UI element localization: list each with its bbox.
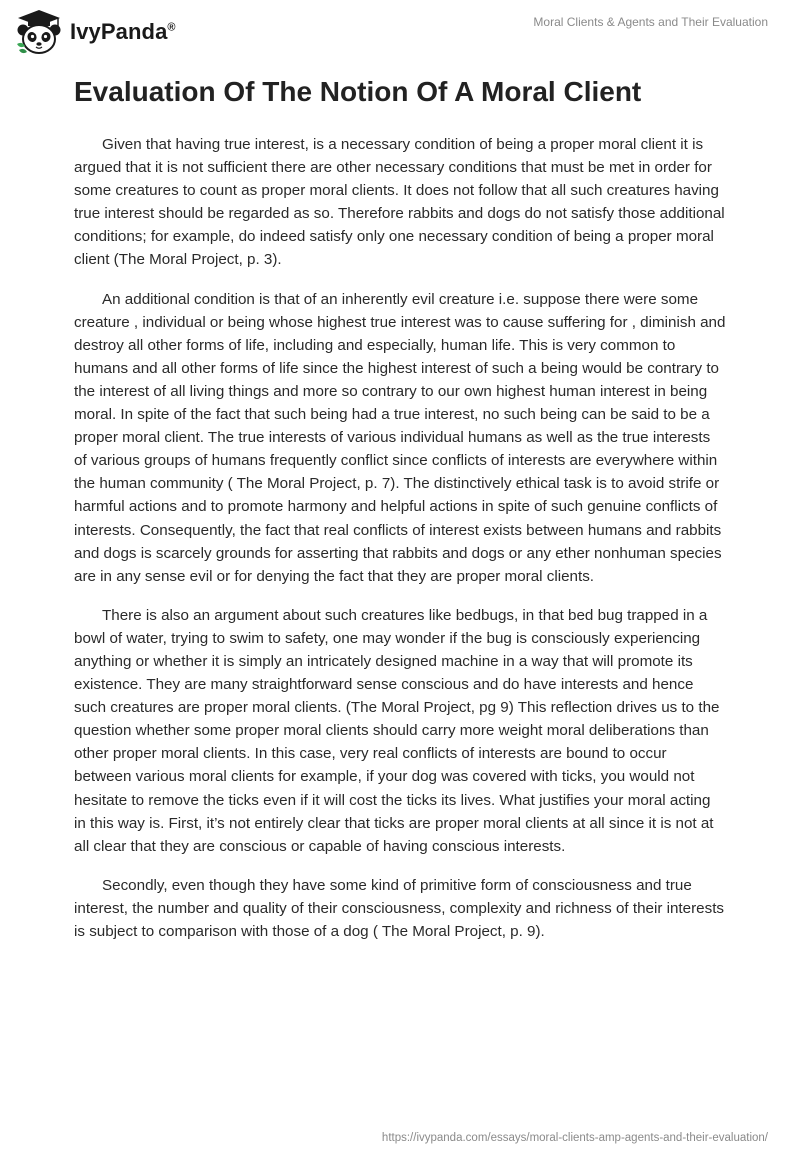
paragraph-1: Given that having true interest, is a necessary condition of being a proper moral client it is argued that it is not sufficient there are other necessary conditions that must be met in order for some creatures to count as proper moral clients. It does not follow that all such creatures having true interest should be regarded as so. Therefore rabbits and dogs do not satisfy those additional conditions; for example, do indeed satisfy only one necessary condition of being a proper moral client (The Moral Project, p. 3). [74,136,725,269]
article-body [74,133,726,959]
paragraph-2: An additional condition is that of an inherently evil creature i.e. suppose there were some creature , individual or being whose highest true interest was to cause suffering for , diminish and destroy all other forms of life, including and especially, human life. This is very common to humans and all other forms of life since the highest interest of such a being would be contrary to the interest of all living things and more so contrary to our own highest human interest in being moral. In spite of the fact that such being had a true interest, no such being can be said to be a proper moral client. The true interests of various individual humans as well as the true interests of various groups of humans frequently conflict since conflicts of interests are everywhere within the human community ( The Moral Project, p. 7). The distinctively ethical task is to avoid strife or harmful actions and to promote harmony and helpful actions in spite of such genuine conflicts of interests. Consequently, the fact that real conflicts of interest exists between humans and rabbits and dogs is scarcely grounds for asserting that rabbits and dogs or any ether nonhuman species are in any sense evil or for denying the fact that they are proper moral clients. [74,290,726,585]
paragraph-3: There is also an argument about such creatures like bedbugs, in that bed bug trapped in a bowl of water, trying to swim to safety, one may wonder if the bug is consciously experiencing anything or whether it is simply an intricately designed machine in a way that will promote its existence. They are many straightforward sense conscious and do have interests and hence such creatures are proper moral clients. (The Moral Project, pg 9) This reflection drives us to the question whether some proper moral clients should carry more weight moral deliberations than other proper moral clients. In this case, very real conflicts of interests are bound to occur between various moral clients for example, if your dog was covered with ticks, you would not hesitate to remove the ticks even if it will cost the ticks its lives. What justifies your moral acting in this way is. First, it’s not entirely clear that ticks are proper moral clients at all since it is not at all clear that they are conscious or capable of having conscious interests. [74,606,720,855]
source-url[interactable]: https://ivypanda.com/essays/moral-clients-amp-agents-and-their-evaluation/ [381,1132,768,1144]
page-header [0,0,800,64]
article-heading: Evaluation Of The Notion Of A Moral Client [74,76,642,107]
document-title: Moral Clients & Agents and Their Evaluation [533,15,768,29]
logo-wordmark: IvyPanda® [70,19,176,44]
paragraph-4: Secondly, even though they have some kind of primitive form of consciousness and true interest, the number and quality of their consciousness, complexity and richness of their interests is subject to comparison with those of a dog ( The Moral Project, p. 9). [74,876,725,940]
ivypanda-logo[interactable] [14,8,176,56]
panda-graduate-icon [14,8,64,56]
